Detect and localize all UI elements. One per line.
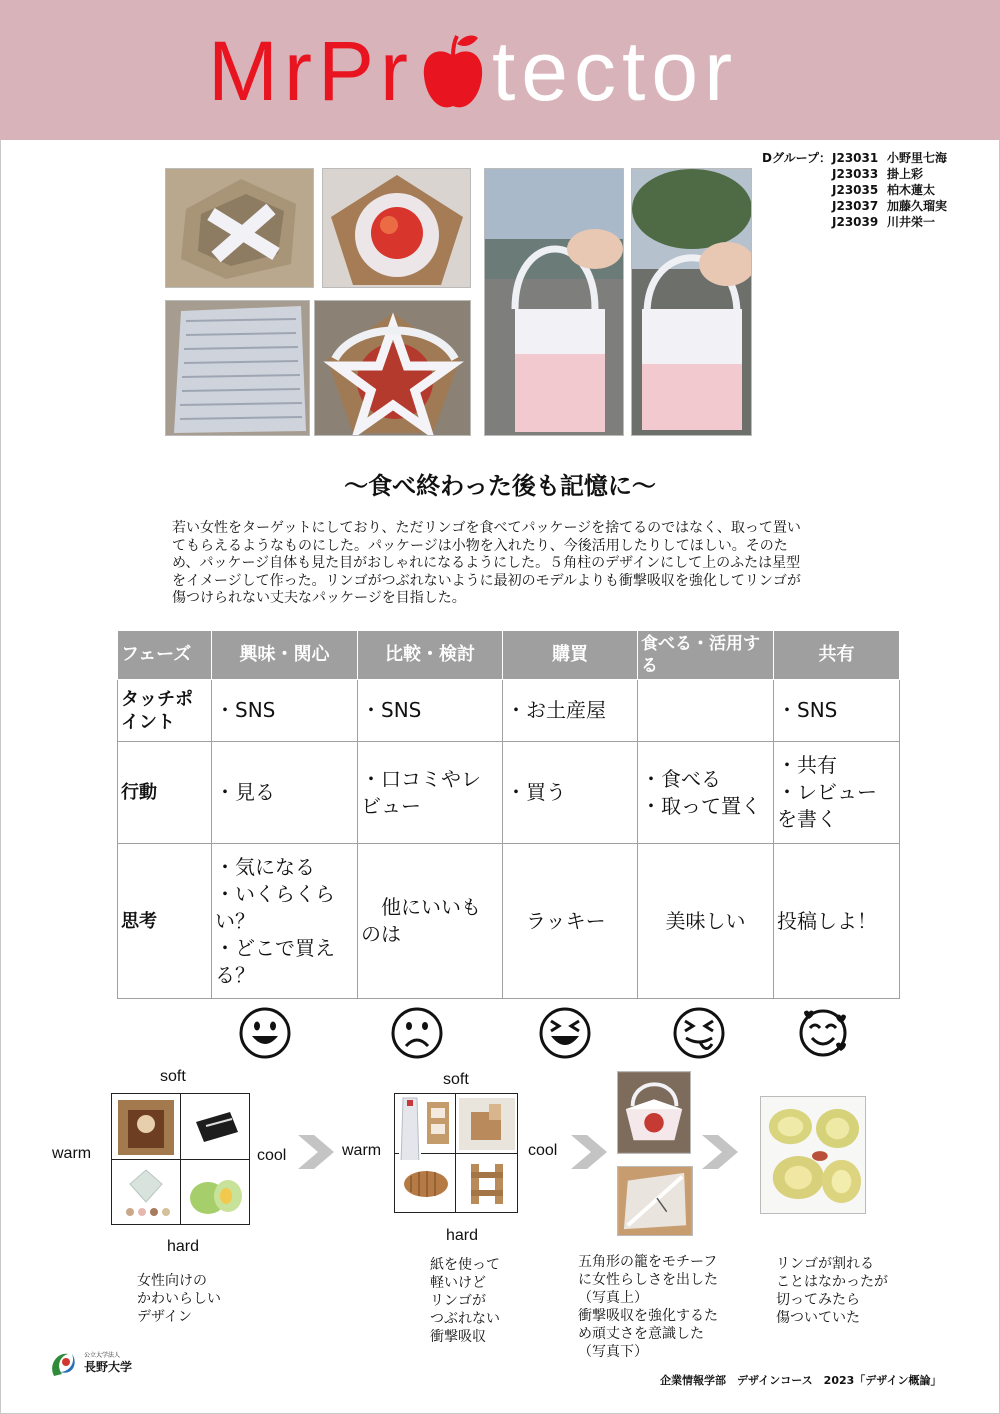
table-row [118,844,900,999]
map2-note: 紙を使って 軽いけど リンゴが つぶれない 衝撃吸収 [430,1257,500,1345]
table-cell: ・口コミやレビュー [358,742,503,844]
logo-name: 長野大学 [84,1360,133,1374]
member-name: 川井栄一 [887,215,936,229]
photo-package-held-2 [631,168,752,436]
table-cell: ・共有 ・レビューを書く [774,742,900,844]
photo-prototype-basket [617,1071,691,1154]
map1-top-label: soft [160,1068,186,1085]
photo-package-held-1 [484,168,624,436]
table-header: 興味・関心 [212,631,358,680]
photo-star-lid [314,300,471,436]
thumb-cardboard-stool [461,1158,513,1210]
smiling-face-icon [238,1006,292,1060]
table-cell: ・買う [503,742,638,844]
member-id: J23035 [832,183,879,197]
member-id: J23037 [832,199,879,213]
thumb-ornate-box [118,1100,174,1155]
table-row [118,742,900,844]
thumb-gem-boxes [118,1166,174,1220]
photo-apple-in-box [322,168,471,288]
member-id: J23033 [832,167,879,181]
frowning-face-icon [390,1006,444,1060]
thumb-cardboard-shelf [423,1098,453,1148]
description: 若い女性をターゲットにしており、ただリンゴを食べてパッケージを捨てるのではなく、取って置いてもらえるようなものにした。パッケージは小物を入れたり、今後活用したりしてほしい。そのため、パッケージ自体も見た目がおしゃれになるようにした。５角柱のデザインにして上のふたは星型をイメージして作った。リンゴがつぶれないように最初のモデルよりも衝撃吸収を強化してリンゴが傷つけられない丈夫なパッケージを目指した。 [172,520,801,606]
member-name: 小野里七海 [887,151,948,165]
result-note: リンゴが割れる ことはなかったが 切ってみたら 傷ついていた [776,1256,888,1326]
thumb-paper-tube [399,1096,421,1166]
logo-small-text: 公立大学法人 [84,1352,121,1359]
tagline: ～食べ終わった後も記憶に～ [344,472,656,500]
table-cell: ラッキー [503,844,638,999]
thumb-green-cups [186,1166,246,1220]
table-cell: 美味しい [638,844,774,999]
row-label: タッチポイント [118,680,212,742]
chevron-right-icon [571,1135,607,1169]
group-label: Dグループ： [762,151,832,165]
thumb-cardboard-animal [399,1160,453,1208]
title-part-2: tector [491,23,739,118]
member-id: J23031 [832,151,879,165]
map2-right-label: cool [528,1142,558,1159]
thumb-cardboard-model [459,1098,515,1150]
table-header: 比較・検討 [358,631,503,680]
member-name: 加藤久瑠実 [887,199,948,213]
chevron-right-icon [702,1135,738,1169]
table-cell: 他にいいものは [358,844,503,999]
row-label: 行動 [118,742,212,844]
smiling-face-with-hearts-icon [796,1006,850,1060]
positioning-map-2 [394,1093,518,1213]
table-header: 食べる・活用する [638,631,774,680]
table-header-row [118,631,900,680]
map2-top-label: soft [443,1071,469,1088]
table-cell: ・SNS [358,680,503,742]
university-logo [46,1346,136,1380]
thumb-black-box [190,1102,242,1150]
positioning-map-1 [111,1093,250,1225]
member-id: J23039 [832,215,879,229]
group-info [762,150,947,230]
map1-bottom-label: hard [167,1238,200,1255]
photo-prototype-lid [617,1166,693,1236]
table-cell: ・SNS [212,680,358,742]
member-name: 柏木蓮太 [887,183,936,197]
member-name: 掛上彩 [887,167,924,181]
map1-left-label: warm [52,1145,92,1162]
table-header: 購買 [503,631,638,680]
photo-cut-apple [760,1096,866,1214]
row-label: 思考 [118,844,212,999]
table-header: フェーズ [118,631,212,680]
table-cell: ・食べる ・取って置く [638,742,774,844]
footer-text: 企業情報学部 デザインコース 2023「デザイン概論」 [660,1374,942,1387]
chevron-right-icon [298,1135,334,1169]
table-row [118,680,900,742]
table-cell: ・気になる ・いくらくらい？ ・どこで買える？ [212,844,358,999]
title-part-1: MrPr [208,23,414,118]
table-header: 共有 [774,631,900,680]
photo-prototype-box [165,168,314,288]
laughing-face-icon [538,1006,592,1060]
table-cell: ・お土産屋 [503,680,638,742]
university-emblem-icon [46,1346,80,1380]
table-cell: ・見る [212,742,358,844]
table-cell: ・SNS [774,680,900,742]
prototype-note: 五角形の籠をモチーフ に女性らしさを出した （写真上） 衝撃吸収を強化するた め頑丈さを意識した （写真下） [578,1254,718,1360]
photo-folded-paper [165,300,310,436]
map1-right-label: cool [257,1147,287,1164]
header-banner [0,0,1000,140]
table-cell: 投稿しよ！ [774,844,900,999]
apple-icon [420,26,486,116]
customer-journey-table [117,630,900,999]
map2-bottom-label: hard [446,1227,479,1244]
map2-left-label: warm [342,1142,382,1159]
face-with-tongue-icon [672,1006,726,1060]
map1-note: 女性向けの かわいらしい デザイン [137,1273,221,1325]
product-title [208,23,739,118]
table-cell [638,680,774,742]
